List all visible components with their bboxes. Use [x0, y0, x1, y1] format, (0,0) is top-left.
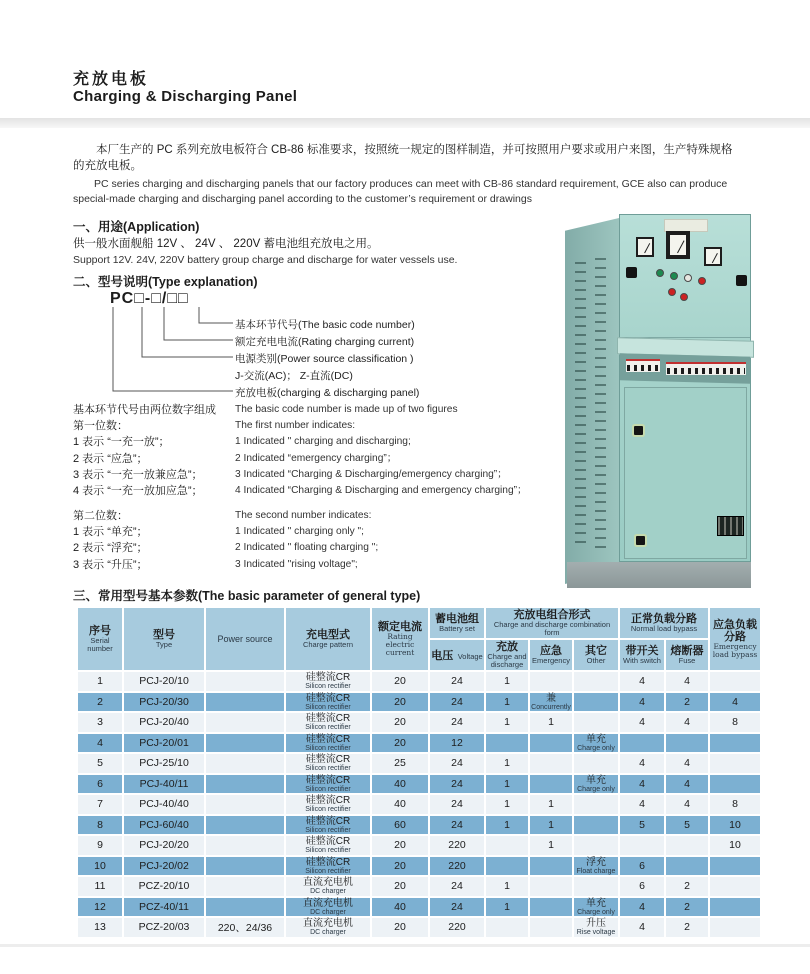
table-cell: PCJ-20/02: [124, 857, 204, 876]
rotary-switch-right: [736, 275, 747, 286]
table-cell: 1: [486, 877, 528, 896]
table-cell: 10: [710, 836, 760, 855]
table-cell: [530, 857, 572, 876]
table-cell: 4: [666, 795, 708, 814]
table-cell: 4: [666, 754, 708, 773]
table-cell: 4: [620, 775, 664, 794]
first-number-en-block: [235, 402, 527, 499]
table-cell: 24: [430, 672, 484, 691]
model-code-diagram: [73, 290, 503, 400]
text-line: 1 Indicated " charging and discharging;: [235, 436, 411, 448]
table-cell: [710, 775, 760, 794]
table-cell: 兼 Concurrently: [531, 692, 571, 711]
section-application-heading: 一、用途(Application): [73, 220, 200, 234]
table-cell: 1: [486, 775, 528, 794]
table-cell: [530, 918, 572, 937]
text-line: The basic code number is made up of two figures: [235, 404, 458, 415]
col-header-charge-discharge: 充放 Charge and discharge: [487, 641, 527, 669]
table-cell: 8: [710, 713, 760, 732]
table-cell: [206, 775, 284, 794]
text-line: 1 表示 “单充”；: [73, 526, 148, 539]
table-cell: PCJ-20/01: [124, 734, 204, 753]
text-line: 1 Indicated " charging only ";: [235, 526, 364, 538]
text-line: 3 Indicated "rising voltage";: [235, 558, 358, 570]
col-header-serial: 序号 Serial number: [78, 608, 122, 670]
table-cell: 直流充电机 DC charger: [286, 898, 370, 917]
indicator-lamp-green: [670, 272, 678, 280]
table-cell: 单充 Charge only: [574, 734, 618, 753]
table-row: [78, 734, 760, 753]
table-cell: 20: [372, 836, 428, 855]
text-line: 2 表示 “浮充”；: [73, 542, 148, 555]
table-cell: [574, 672, 618, 691]
table-cell: 硅整流CR Silicon rectifier: [286, 795, 370, 814]
ammeter: [636, 237, 654, 257]
table-cell: 1: [530, 795, 572, 814]
table-cell: 1: [78, 672, 122, 691]
table-cell: [206, 754, 284, 773]
table-cell: 20: [372, 693, 428, 712]
application-text-en: Support 12V. 24V, 220V battery group charge and discharge for water vessels use.: [73, 254, 458, 266]
table-cell: 20: [372, 877, 428, 896]
table-row: [78, 754, 760, 773]
table-row: [78, 898, 760, 917]
table-cell: 硅整流CR Silicon rectifier: [286, 754, 370, 773]
table-cell: [710, 918, 760, 937]
table-cell: 6: [620, 857, 664, 876]
circuit-breaker-strip: [626, 359, 660, 372]
text-line: 第一位数：: [73, 420, 128, 433]
table-cell: 6: [620, 877, 664, 896]
params-table-body: [78, 672, 760, 937]
table-cell: [206, 734, 284, 753]
indicator-lamp-green: [656, 269, 664, 277]
table-cell: 1: [486, 672, 528, 691]
table-row: [78, 713, 760, 732]
table-cell: [486, 734, 528, 753]
table-cell: PCJ-20/30: [124, 693, 204, 712]
door-lock: [636, 536, 645, 545]
side-vent-louvers: [575, 262, 586, 548]
indicator-lamp-red: [698, 277, 706, 285]
table-cell: 4: [620, 672, 664, 691]
table-cell: [710, 672, 760, 691]
text-line: 基本环节代号由两位数字组成: [73, 404, 216, 416]
table-cell: 6: [78, 775, 122, 794]
col-header-combination: 充放电组合形式 Charge and discharge combination form: [486, 608, 618, 638]
table-cell: [620, 734, 664, 753]
application-text-zh: 供一般水面舰船 12V 、 24V 、 220V 蓄电池组充放电之用。: [73, 238, 379, 250]
table-cell: [574, 816, 618, 835]
table-cell: 5: [620, 816, 664, 835]
table-cell: 220: [430, 918, 484, 937]
text-line: 4 Indicated “Charging & Discharging and emergency charging”；: [235, 485, 528, 497]
table-cell: PCJ-20/20: [124, 836, 204, 855]
col-header-normal-bypass: 正常负载分路 Normal load bypass: [620, 608, 708, 638]
circuit-breaker-strip: [666, 362, 746, 375]
table-cell: 4: [710, 693, 760, 712]
table-cell: [710, 734, 760, 753]
table-cell: 20: [372, 713, 428, 732]
text-line: 2 Indicated “emergency charging”；: [235, 452, 397, 464]
table-cell: 单充 Charge only: [574, 775, 618, 794]
diagram-label-rating-current: 额定充电电流(Rating charging current): [235, 336, 415, 348]
table-cell: 20: [372, 857, 428, 876]
table-cell: 7: [78, 795, 122, 814]
table-row: [78, 877, 760, 896]
second-number-en-block: [235, 508, 378, 573]
table-cell: [530, 754, 572, 773]
table-cell: [530, 672, 572, 691]
terminal-panel: [717, 516, 744, 536]
table-cell: 4: [666, 775, 708, 794]
table-cell: 40: [372, 775, 428, 794]
table-cell: 10: [710, 816, 760, 835]
table-cell: [530, 775, 572, 794]
second-number-zh-block: [73, 508, 148, 573]
table-cell: 1: [486, 754, 528, 773]
table-cell: 4: [620, 918, 664, 937]
page-title-zh: 充放电板: [73, 71, 150, 88]
table-cell: 220: [430, 857, 484, 876]
diagram-label-basic-code: 基本环节代号(The basic code number): [235, 319, 415, 331]
table-cell: 40: [372, 898, 428, 917]
text-line: 第二位数：: [73, 510, 128, 522]
text-line: 4 表示 “一充一放加应急”；: [73, 485, 203, 498]
text-line: 1 表示 “一充一放”；: [73, 436, 170, 449]
table-cell: 220: [430, 836, 484, 855]
table-cell: [666, 836, 708, 855]
table-cell: [206, 877, 284, 896]
table-cell: 10: [78, 857, 122, 876]
table-cell: 9: [78, 836, 122, 855]
table-cell: 1: [486, 713, 528, 732]
parameters-table-wrap: [76, 606, 762, 939]
table-cell: 12: [430, 734, 484, 753]
table-cell: [666, 857, 708, 876]
table-cell: 4: [620, 693, 664, 712]
table-cell: 2: [666, 918, 708, 937]
intro-paragraph-zh: 本厂生产的 PC 系列充放电板符合 CB-86 标准要求，按照统一规定的图样制造，并可按照用户要求或用户来图，生产特殊规格的充放电板。: [73, 144, 733, 172]
table-cell: PCZ-20/03: [124, 918, 204, 937]
table-row: [78, 672, 760, 691]
table-cell: 4: [666, 672, 708, 691]
table-cell: [486, 918, 528, 937]
table-row: [78, 836, 760, 855]
table-cell: 24: [430, 693, 484, 712]
col-header-emergency-bypass: 应急负载分路 Emergency load bypass: [710, 608, 760, 670]
table-cell: 5: [78, 754, 122, 773]
table-cell: [574, 836, 618, 855]
table-cell: 1: [486, 898, 528, 917]
table-cell: 24: [430, 713, 484, 732]
table-cell: 24: [430, 795, 484, 814]
table-cell: 25: [372, 754, 428, 773]
table-cell: 1: [530, 713, 572, 732]
table-cell: 8: [710, 795, 760, 814]
table-cell: 20: [372, 672, 428, 691]
table-cell: [206, 857, 284, 876]
col-header-battery-set: 蓄电池组 Battery set: [430, 608, 484, 638]
cabinet-side-panel: [565, 218, 619, 584]
cabinet-base: [567, 562, 751, 588]
table-cell: 8: [78, 816, 122, 835]
table-cell: PCJ-25/10: [124, 754, 204, 773]
table-row: [78, 918, 760, 937]
text-line: The first number indicates:: [235, 420, 356, 432]
table-cell: [710, 898, 760, 917]
text-line: 2 表示 “应急”；: [73, 452, 148, 465]
table-cell: PCJ-20/40: [124, 713, 204, 732]
col-header-power-source: Power source: [206, 608, 284, 670]
table-cell: PCJ-20/10: [124, 672, 204, 691]
table-cell: 24: [430, 877, 484, 896]
table-cell: 1: [486, 816, 528, 835]
col-header-emergency: 应急 Emergency: [530, 640, 572, 670]
door-lock: [634, 426, 643, 435]
page-title-en: Charging & Discharging Panel: [73, 88, 298, 105]
col-header-charge-pattern: 充电型式 Charge pattern: [286, 608, 370, 670]
rotary-switch-left: [626, 267, 637, 278]
table-cell: 4: [620, 713, 664, 732]
cabinet-lower-door: [624, 387, 747, 559]
table-cell: 直流充电机 DC charger: [286, 877, 370, 896]
table-cell: [206, 693, 284, 712]
text-line: The second number indicates:: [235, 510, 372, 521]
table-row: [78, 775, 760, 794]
table-cell: 13: [78, 918, 122, 937]
table-cell: 2: [78, 693, 122, 712]
table-cell: 硅整流CR Silicon rectifier: [286, 816, 370, 835]
table-row: [78, 816, 760, 835]
table-cell: [206, 672, 284, 691]
table-cell: 直流充电机 DC charger: [286, 918, 370, 937]
table-cell: [574, 693, 618, 712]
table-cell: 1: [486, 693, 528, 712]
table-cell: 1: [530, 836, 572, 855]
table-cell: 220、24/36: [206, 918, 284, 937]
diagram-label-panel: 充放电板(charging & discharging panel): [235, 387, 420, 399]
col-header-type: 型号 Type: [124, 608, 204, 670]
table-cell: 24: [430, 754, 484, 773]
voltmeter: [666, 231, 690, 259]
table-row: [78, 795, 760, 814]
text-line: 3 表示 “一充一放兼应急”；: [73, 468, 203, 481]
table-cell: 单充 Charge only: [574, 898, 618, 917]
table-cell: 硅整流CR Silicon rectifier: [286, 713, 370, 732]
table-cell: 2: [666, 693, 708, 712]
text-line: 2 Indicated " floating charging ";: [235, 542, 379, 554]
table-cell: 12: [78, 898, 122, 917]
table-cell: 升压 Rise voltage: [574, 918, 618, 937]
table-cell: 4: [666, 713, 708, 732]
table-cell: 3: [78, 713, 122, 732]
table-cell: [574, 877, 618, 896]
section-parameters-heading: 三、常用型号基本参数(The basic parameter of general type): [73, 589, 421, 603]
table-cell: [530, 898, 572, 917]
table-cell: [486, 836, 528, 855]
table-cell: 2: [666, 877, 708, 896]
col-header-with-switch: 带开关 With switch: [620, 640, 664, 670]
table-cell: 硅整流CR Silicon rectifier: [286, 734, 370, 753]
table-cell: [530, 734, 572, 753]
table-cell: 40: [372, 795, 428, 814]
table-cell: 4: [620, 795, 664, 814]
table-cell: [486, 857, 528, 876]
table-cell: [710, 754, 760, 773]
table-cell: 4: [620, 754, 664, 773]
col-header-voltage: 电压 Voltage: [430, 640, 484, 670]
table-cell: 硅整流CR Silicon rectifier: [286, 672, 370, 691]
table-cell: [574, 713, 618, 732]
table-cell: PCZ-20/10: [124, 877, 204, 896]
table-cell: 硅整流CR Silicon rectifier: [286, 836, 370, 855]
bottom-rule: [0, 944, 810, 947]
col-header-other: 其它 Other: [574, 640, 618, 670]
table-cell: [206, 836, 284, 855]
table-cell: [206, 713, 284, 732]
table-cell: [620, 836, 664, 855]
table-cell: 11: [78, 877, 122, 896]
table-cell: [710, 857, 760, 876]
table-cell: 20: [372, 918, 428, 937]
table-cell: 硅整流CR Silicon rectifier: [286, 857, 370, 876]
table-cell: 1: [530, 816, 572, 835]
table-cell: 2: [666, 898, 708, 917]
push-button-red: [680, 293, 688, 301]
push-button-red: [668, 288, 676, 296]
meter-right: [704, 247, 722, 266]
text-line: 3 表示 “升压”；: [73, 558, 148, 571]
table-row: [78, 857, 760, 876]
diagram-label-power-classification: 电源类别(Power source classification ): [235, 353, 414, 365]
table-cell: 24: [430, 898, 484, 917]
table-cell: [206, 795, 284, 814]
table-cell: PCJ-40/11: [124, 775, 204, 794]
indicator-lamp-white: [684, 274, 692, 282]
table-cell: [530, 877, 572, 896]
side-vent-louvers: [595, 258, 606, 548]
table-cell: 20: [372, 734, 428, 753]
table-cell: [206, 898, 284, 917]
table-cell: [710, 877, 760, 896]
diagram-label-ac-dc: J-交流(AC)； Z-直流(DC): [235, 370, 353, 382]
parameters-table: [76, 606, 762, 939]
table-cell: 浮充 Float charge: [574, 857, 618, 876]
model-code-pattern: PC□-□/□□: [110, 290, 189, 307]
table-cell: 硅整流CR Silicon rectifier: [286, 775, 370, 794]
table-cell: 5: [666, 816, 708, 835]
table-cell: 4: [78, 734, 122, 753]
section-type-explanation-heading: 二、型号说明(Type explanation): [73, 275, 258, 289]
intro-paragraph-en: PC series charging and discharging panels that our factory produces can meet with CB-86 standard requirement, GCE also can produce special-made charging and discharging panel according to the customer’s requirement or drawings: [73, 178, 728, 205]
table-cell: 24: [430, 775, 484, 794]
cabinet-front-face: [619, 214, 751, 562]
title-divider: [0, 118, 810, 128]
table-cell: 24: [430, 816, 484, 835]
table-cell: [574, 795, 618, 814]
table-row: [78, 693, 760, 712]
table-cell: [206, 816, 284, 835]
col-header-fuse: 熔断器 Fuse: [666, 640, 708, 670]
charging-panel-photo: [563, 212, 755, 596]
table-cell: 硅整流CR Silicon rectifier: [286, 693, 370, 712]
table-cell: PCJ-40/40: [124, 795, 204, 814]
table-cell: 1: [486, 795, 528, 814]
col-header-rating-current: 额定电流 Rating electric current: [372, 608, 428, 670]
table-cell: PCJ-60/40: [124, 816, 204, 835]
table-cell: 60: [372, 816, 428, 835]
text-line: 3 Indicated “Charging & Discharging/emergency charging”；: [235, 468, 508, 480]
table-cell: [666, 734, 708, 753]
table-cell: [574, 754, 618, 773]
first-number-zh-block: [73, 402, 216, 499]
table-cell: 4: [620, 898, 664, 917]
table-cell: PCZ-40/11: [124, 898, 204, 917]
